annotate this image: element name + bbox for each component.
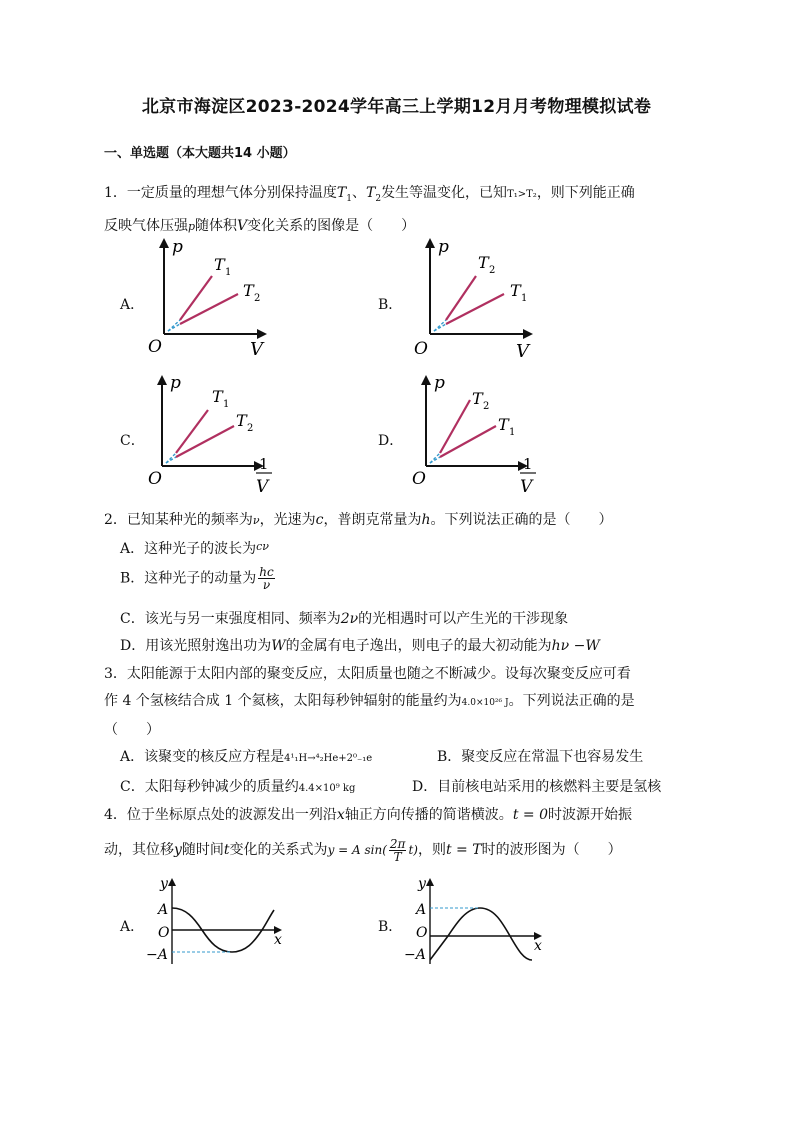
- q1-option-c-label[interactable]: C．: [120, 433, 145, 449]
- q1a-x-label: V: [250, 339, 263, 360]
- q3-option-b[interactable]: B．聚变反应在常温下也容易发生: [437, 749, 644, 765]
- q1a-bottom-sub: 2: [254, 293, 261, 304]
- q1b-bottom-label: T: [510, 281, 521, 300]
- q4-option-b-label[interactable]: B．: [378, 919, 403, 935]
- q1c-x-num: 1: [259, 455, 269, 473]
- q1d-bottom-label: T: [498, 415, 509, 434]
- q1b-top-sub: 2: [489, 265, 496, 276]
- q1a-top-sub: 1: [225, 267, 232, 278]
- question-4-stem: 4．位于坐标原点处的波源发出一列沿x轴正方向传播的简谐横波。t = 0时波源开始振 动，其位移y随时间t变化的关系式为y = A sin( $\frac{2\pi}{T}$ t)，则t = T时的波形图为（ ）: [104, 807, 632, 864]
- q1c-y-label: p: [170, 373, 181, 393]
- q4b-negamp: −A: [404, 947, 426, 963]
- question-1-stem: 1．一定质量的理想气体分别保持温度$T_1$、$T_2$发生等温变化，已知T₁>T₂，则下列能正确 反映气体压强p随体积V变化关系的图像是（ ）: [104, 185, 635, 234]
- q1b-origin: O: [414, 339, 428, 359]
- q4-option-a-label[interactable]: A．: [120, 919, 145, 935]
- q1c-top-sub: 1: [223, 399, 230, 410]
- q1b-top-label: T: [478, 253, 489, 272]
- q2-option-a[interactable]: A．这种光子的波长为$^{c\nu}$: [120, 540, 269, 557]
- q1d-origin: O: [412, 469, 426, 489]
- q3-option-a[interactable]: A．该聚变的核反应方程是4¹₁H→⁴₂He+2⁰₋₁e: [120, 749, 373, 765]
- q4a-y-label: y: [160, 876, 168, 892]
- q4a-x-label: x: [274, 932, 282, 948]
- q1d-y-label: p: [434, 373, 445, 393]
- q1c-bottom-sub: 2: [247, 423, 254, 434]
- q1c-origin: O: [148, 469, 162, 489]
- q2-option-c[interactable]: C．该光与另一束强度相同、频率为2ν的光相遇时可以产生光的干涉现象: [120, 611, 569, 627]
- q1a-bottom-label: T: [243, 281, 254, 300]
- q1b-y-label: p: [438, 237, 449, 257]
- q1-option-d-label[interactable]: D．: [378, 433, 404, 449]
- q1-option-b-graph[interactable]: [412, 236, 542, 362]
- q1b-x-label: V: [516, 341, 529, 362]
- q4b-amp: A: [416, 902, 427, 918]
- q1b-bottom-sub: 1: [521, 293, 528, 304]
- q4b-x-label: x: [534, 938, 542, 954]
- q1d-x-num: 1: [523, 455, 533, 473]
- question-2-stem: 2．已知某种光的频率为ν，光速为c，普朗克常量为h。下列说法正确的是（ ）: [104, 512, 613, 528]
- q4-option-b-graph[interactable]: [400, 872, 560, 972]
- q1d-top-sub: 2: [483, 401, 490, 412]
- q3-option-d[interactable]: D．目前核电站采用的核燃料主要是氢核: [412, 779, 662, 795]
- q1d-x-den: V: [520, 477, 533, 497]
- question-3-stem: 3．太阳能源于太阳内部的聚变反应，太阳质量也随之不断减少。设每次聚变反应可看 作 4 个氢核结合成 1 个氦核，太阳每秒钟辐射的能量约为4.0×10²⁶ J。下列说法正确的是 （ ）: [104, 666, 635, 738]
- q2-option-b[interactable]: B．这种光子的动量为 $\frac{hc}{\nu}$: [120, 565, 274, 592]
- q4a-negamp: −A: [146, 947, 168, 963]
- q4a-origin: O: [158, 925, 170, 941]
- q1a-origin: O: [148, 337, 162, 357]
- q1-option-d-graph[interactable]: [408, 370, 548, 498]
- q1-option-c-graph[interactable]: [146, 370, 286, 498]
- q1c-x-den: V: [256, 477, 269, 497]
- q1c-bottom-label: T: [236, 411, 247, 430]
- q1-option-a-graph[interactable]: [146, 236, 276, 362]
- q1-option-a-label[interactable]: A．: [120, 297, 145, 313]
- q4-option-a-graph[interactable]: [142, 872, 302, 972]
- q1c-top-label: T: [212, 387, 223, 406]
- section-heading: 一、单选题（本大题共14 小题）: [104, 146, 296, 161]
- q1a-top-label: T: [214, 255, 225, 274]
- q1d-bottom-sub: 1: [509, 427, 516, 438]
- page-title: 北京市海淀区2023-2024学年高三上学期12月月考物理模拟试卷: [141, 97, 652, 117]
- q4b-origin: O: [416, 925, 428, 941]
- q4b-y-label: y: [418, 876, 426, 892]
- q4a-amp: A: [158, 902, 169, 918]
- q1a-y-label: p: [172, 237, 183, 257]
- q2-option-d[interactable]: D．用该光照射逸出功为W的金属有电子逸出，则电子的最大初动能为hν −W: [120, 638, 600, 654]
- q1-option-b-label[interactable]: B．: [378, 297, 403, 313]
- q1d-top-label: T: [472, 389, 483, 408]
- q3-option-c[interactable]: C．太阳每秒钟减少的质量约4.4×10⁹ kg: [120, 779, 356, 795]
